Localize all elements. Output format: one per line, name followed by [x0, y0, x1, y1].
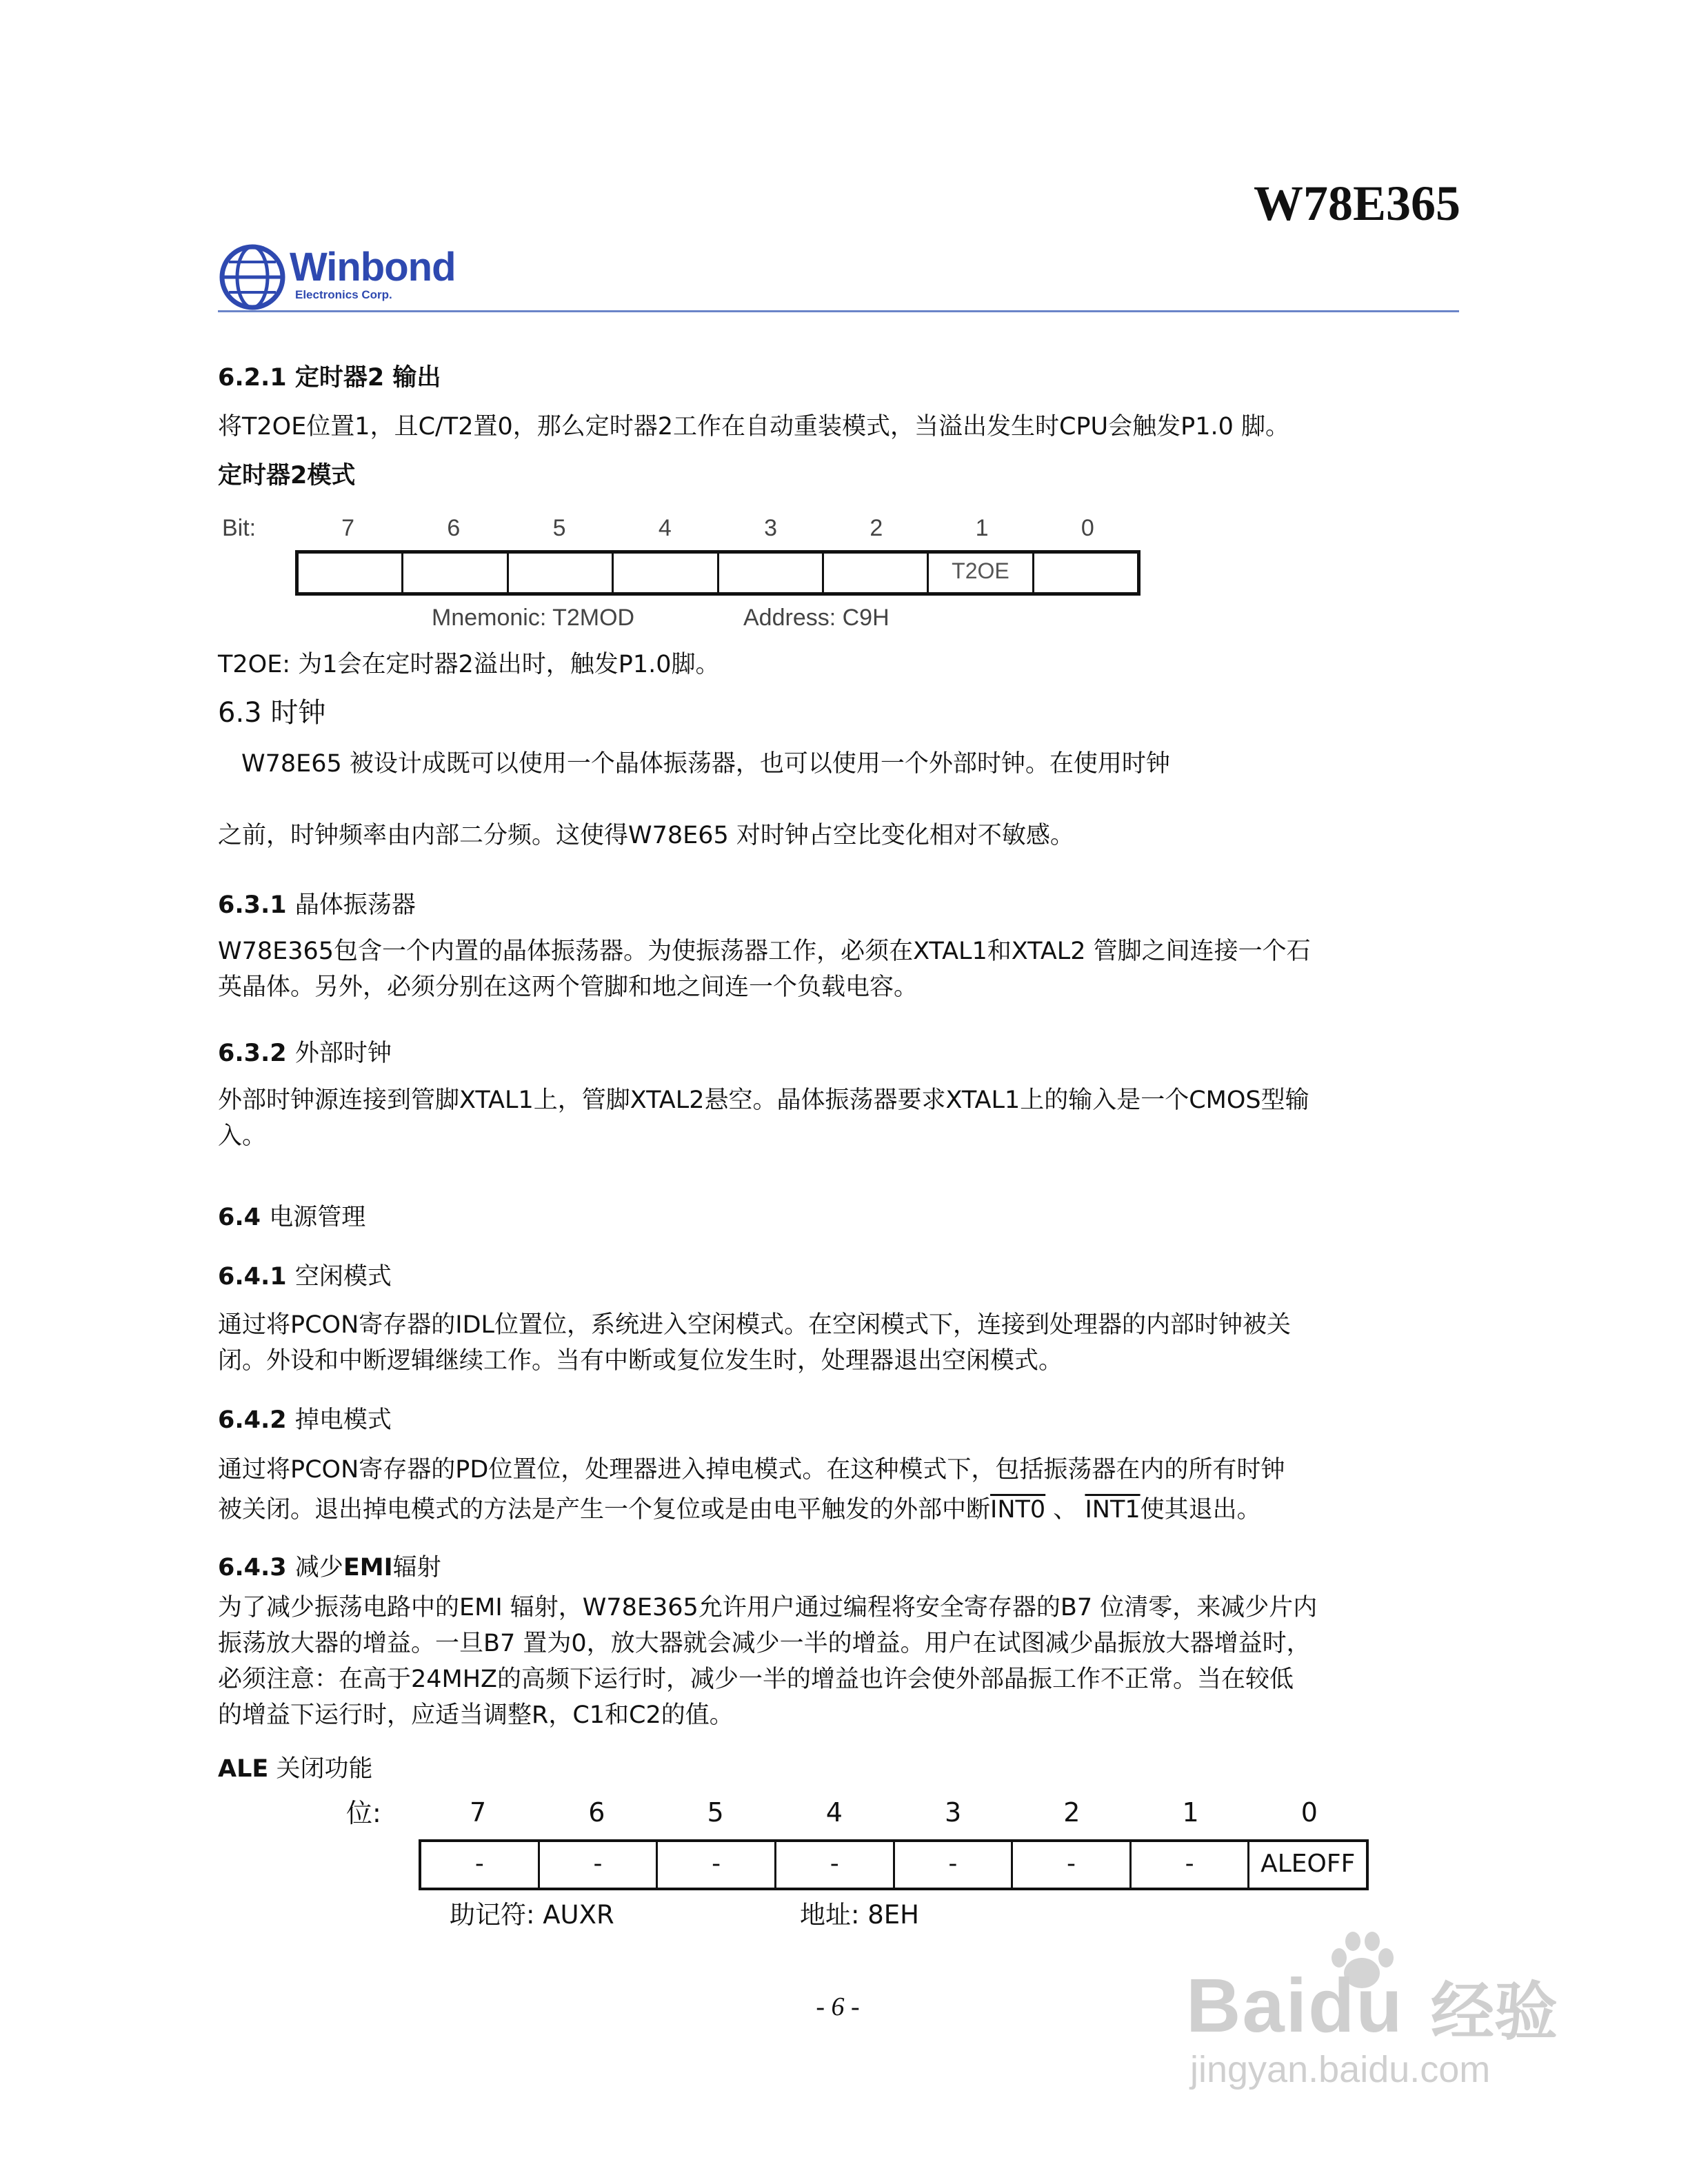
- register-cell: [401, 554, 506, 592]
- heading-6-2-1: 6.2.1 定时器2 输出: [218, 364, 441, 392]
- auxr-bit-numbers: [419, 1795, 1369, 1830]
- para-6-4-1-line1: 通过将PCON寄存器的IDL位置位，系统进入空闲模式。在空闲模式下，连接到处理器的内部时钟被关: [218, 1311, 1292, 1339]
- bit-number: 5: [552, 515, 566, 541]
- heading-6-4: 6.4 电源管理: [218, 1204, 366, 1231]
- para-6-3-line2: 之前，时钟频率由内部二分频。这使得W78E65 对时钟占空比变化相对不敏感。: [218, 822, 1074, 849]
- bit-number: 5: [707, 1797, 724, 1828]
- bit-number: 6: [588, 1797, 605, 1828]
- bit-number: 7: [341, 515, 355, 541]
- header-rule: [218, 310, 1459, 312]
- t2mod-register-table: [295, 550, 1141, 596]
- winbond-logo: [219, 243, 456, 312]
- bit-number: 1: [1182, 1797, 1199, 1828]
- int1-signal: INT1: [1085, 1496, 1141, 1524]
- register-cell: T2OE: [927, 554, 1032, 592]
- register-cell: -: [538, 1842, 656, 1888]
- bit-number: 7: [470, 1797, 487, 1828]
- baidu-watermark: [1186, 1930, 1586, 2096]
- heading-6-3-2: 6.3.2 外部时钟: [218, 1040, 392, 1067]
- heading-ale: ALE 关闭功能: [218, 1755, 373, 1783]
- heading-6-3-1: 6.3.1 晶体振荡器: [218, 891, 416, 919]
- register-cell: [1032, 554, 1137, 592]
- auxr-register-table: [419, 1839, 1369, 1890]
- bit-label: Bit:: [222, 515, 257, 541]
- para-6-4-3-line1: 为了减少振荡电路中的EMI 辐射，W78E365允许用户通过编程将安全寄存器的B7 位清零，来减少片内: [218, 1594, 1318, 1621]
- heading-6-4-3: 6.4.3 减少EMI辐射: [218, 1554, 441, 1581]
- register-cell: ALEOFF: [1247, 1842, 1366, 1888]
- para-6-3-2-line1: 外部时钟源连接到管脚XTAL1上，管脚XTAL2悬空。晶体振荡器要求XTAL1上的输入是一个CMOS型输: [218, 1086, 1309, 1114]
- para-6-3-line1: W78E65 被设计成既可以使用一个晶体振荡器，也可以使用一个外部时钟。在使用时钟: [241, 750, 1170, 778]
- globe-icon: [219, 243, 288, 312]
- watermark-brand: Baidu: [1186, 1963, 1404, 2048]
- t2oe-note: T2OE: 为1会在定时器2溢出时，触发P1.0脚。: [218, 651, 720, 678]
- register-cell: -: [774, 1842, 893, 1888]
- para-6-3-1-line1: W78E365包含一个内置的晶体振荡器。为使振荡器工作，必须在XTAL1和XTAL2 管脚之间连接一个石: [218, 938, 1311, 965]
- bit-number: 0: [1300, 1797, 1318, 1828]
- auxr-mnemonic: 助记符: AUXR: [450, 1900, 614, 1930]
- para-6-2-1: 将T2OE位置1，且C/T2置0，那么定时器2工作在自动重装模式，当溢出发生时CPU会触发P1.0 脚。: [218, 413, 1290, 441]
- para-6-4-1-line2: 闭。外设和中断逻辑继续工作。当有中断或复位发生时，处理器退出空闲模式。: [218, 1347, 1063, 1375]
- bit-number: 6: [447, 515, 461, 541]
- bit-number: 0: [1081, 515, 1094, 541]
- bit-number: 4: [825, 1797, 843, 1828]
- logo-name: Winbond: [290, 245, 456, 290]
- register-cell: [717, 554, 822, 592]
- auxr-address: 地址: 8EH: [800, 1900, 919, 1930]
- heading-6-3: 6.3 时钟: [218, 697, 326, 729]
- subhead-timer2-mode: 定时器2模式: [218, 462, 356, 489]
- register-cell: [612, 554, 716, 592]
- heading-6-4-1: 6.4.1 空闲模式: [218, 1263, 392, 1291]
- t2mod-mnemonic: Mnemonic: T2MOD: [432, 605, 635, 631]
- register-cell: [299, 554, 401, 592]
- register-cell: [507, 554, 612, 592]
- t2mod-bit-numbers: [295, 512, 1141, 545]
- bit-number: 2: [870, 515, 883, 541]
- bit-number: 1: [975, 515, 989, 541]
- register-cell: [822, 554, 927, 592]
- page-number: - 6 -: [816, 1992, 860, 2021]
- logo-subtitle: Electronics Corp.: [295, 288, 392, 301]
- para-6-4-2-line1: 通过将PCON寄存器的PD位置位，处理器进入掉电模式。在这种模式下，包括振荡器在内的所有时钟: [218, 1456, 1285, 1484]
- doc-title: W78E365: [1253, 176, 1460, 231]
- para-6-4-3-line4: 的增益下运行时，应适当调整R，C1和C2的值。: [218, 1701, 734, 1729]
- para-6-3-1-line2: 英晶体。另外，必须分别在这两个管脚和地之间连一个负载电容。: [218, 973, 918, 1001]
- register-cell: -: [1011, 1842, 1129, 1888]
- heading-6-4-2: 6.4.2 掉电模式: [218, 1406, 392, 1434]
- bit-number: 3: [764, 515, 778, 541]
- bit-label-cn: 位:: [346, 1798, 381, 1828]
- watermark-cn: 经验: [1431, 1975, 1558, 2049]
- int0-signal: INT0: [990, 1496, 1046, 1524]
- register-cell: -: [656, 1842, 774, 1888]
- t2mod-address: Address: C9H: [743, 605, 890, 631]
- bit-number: 4: [658, 515, 672, 541]
- watermark-url: jingyan.baidu.com: [1190, 2049, 1491, 2090]
- para-6-4-2-line2: 被关闭。退出掉电模式的方法是产生一个复位或是由电平触发的外部中断INT0 、 INT1使其退出。: [218, 1496, 1261, 1524]
- para-6-4-3-line2: 振荡放大器的增益。一旦B7 置为0，放大器就会减少一半的增益。用户在试图减少晶振放大器增益时，: [218, 1630, 1311, 1657]
- register-cell: -: [474, 1850, 484, 1878]
- para-6-4-3-line3: 必须注意：在高于24MHZ的高频下运行时，减少一半的增益也许会使外部晶振工作不正常。当在较低: [218, 1666, 1294, 1693]
- bit-number: 3: [945, 1797, 962, 1828]
- register-cell: -: [893, 1842, 1012, 1888]
- bit-number: 2: [1063, 1797, 1081, 1828]
- para-6-3-2-line2: 入。: [218, 1122, 267, 1150]
- register-cell: -: [1129, 1842, 1248, 1888]
